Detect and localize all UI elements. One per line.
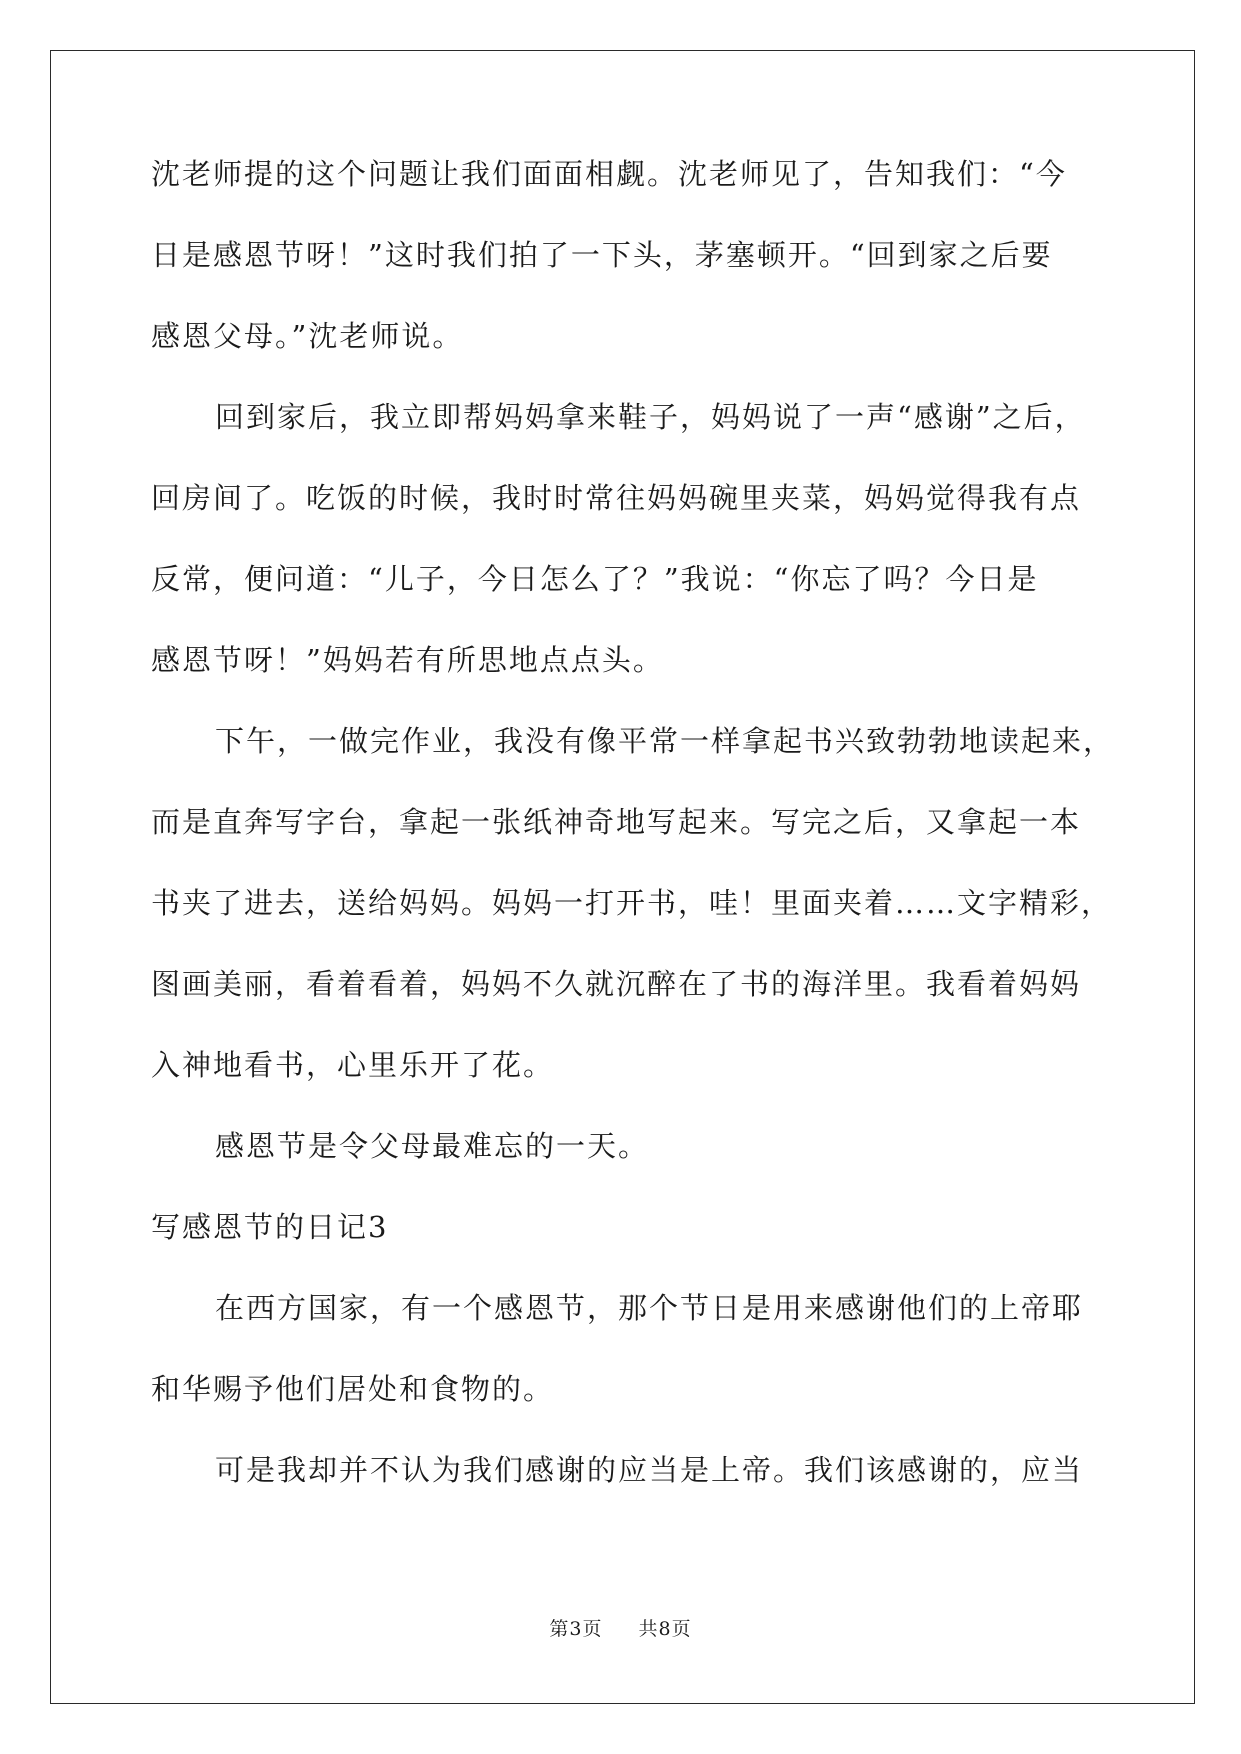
text-line: 图画美丽，看着看着，妈妈不久就沉醉在了书的海洋里。我看着妈妈 xyxy=(151,967,1082,1001)
text-line: 书夹了进去，送给妈妈。妈妈一打开书，哇！里面夹着……文字精彩， xyxy=(151,886,1113,920)
document-body xyxy=(151,154,1115,1531)
text-line: 和华赐予他们居处和食物的。 xyxy=(151,1372,555,1406)
text-line: 回到家后，我立即帮妈妈拿来鞋子，妈妈说了一声“感谢”之后， xyxy=(215,400,1086,434)
text-line: 感恩节是令父母最难忘的一天。 xyxy=(215,1129,650,1163)
text-line: 反常，便问道：“儿子，今日怎么了？”我说：“你忘了吗？今日是 xyxy=(151,562,1039,596)
text-line: 可是我却并不认为我们感谢的应当是上帝。我们该感谢的，应当 xyxy=(215,1453,1084,1487)
page-number: 第3页 xyxy=(549,1618,603,1640)
text-line: 入神地看书，心里乐开了花。 xyxy=(151,1048,555,1082)
text-line: 感恩父母。”沈老师说。 xyxy=(151,319,464,353)
text-line: 回房间了。吃饭的时候，我时时常往妈妈碗里夹菜，妈妈觉得我有点 xyxy=(151,481,1082,515)
text-line: 而是直奔写字台，拿起一张纸神奇地写起来。写完之后，又拿起一本 xyxy=(151,805,1082,839)
page-total: 共8页 xyxy=(638,1618,692,1640)
page-footer xyxy=(0,1614,1241,1641)
text-line: 在西方国家，有一个感恩节，那个节日是用来感谢他们的上帝耶 xyxy=(215,1291,1084,1325)
text-line: 下午，一做完作业，我没有像平常一样拿起书兴致勃勃地读起来， xyxy=(215,724,1115,758)
text-line: 日是感恩节呀！”这时我们拍了一下头，茅塞顿开。“回到家之后要 xyxy=(151,238,1053,272)
text-line: 感恩节呀！”妈妈若有所思地点点头。 xyxy=(151,643,664,677)
text-line: 沈老师提的这个问题让我们面面相觑。沈老师见了，告知我们：“今 xyxy=(151,157,1067,191)
section-heading: 写感恩节的日记3 xyxy=(151,1210,389,1244)
